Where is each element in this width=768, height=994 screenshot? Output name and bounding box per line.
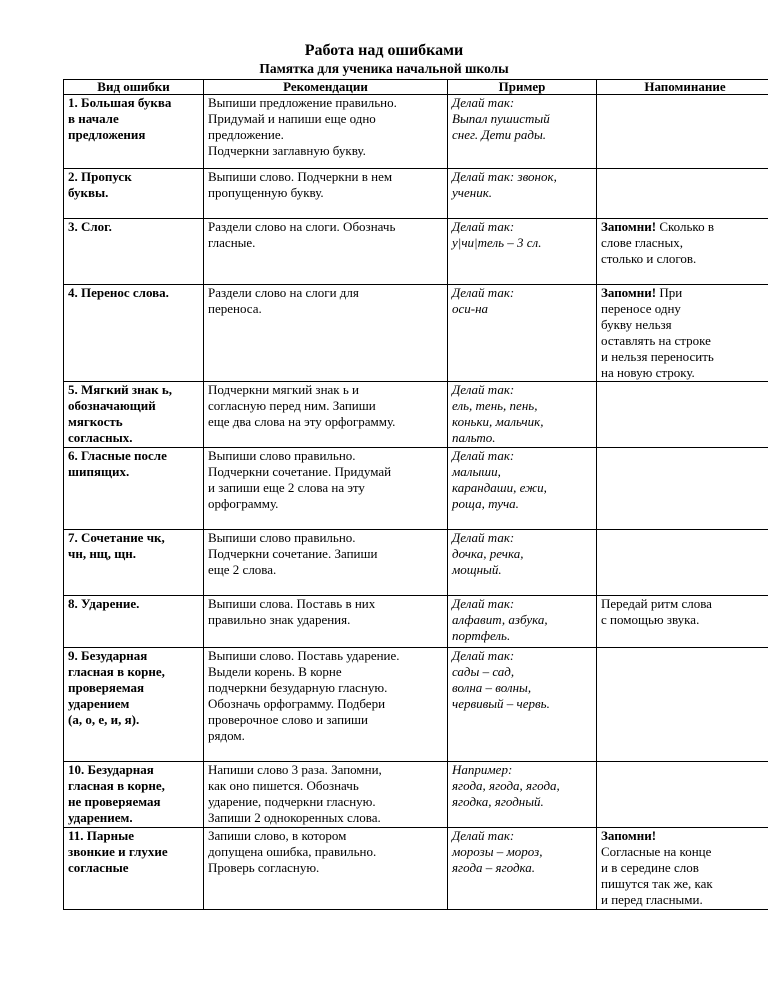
table-row xyxy=(64,530,768,596)
table-row xyxy=(64,382,768,448)
rec-line: Выпиши слово правильно. xyxy=(208,448,356,463)
kind-cell xyxy=(64,648,204,762)
rec-line: проверочное слово и запиши xyxy=(208,712,369,727)
recommendation-cell xyxy=(204,828,448,910)
note-line: с помощью звука. xyxy=(601,612,700,627)
kind-line: 7. Сочетание чк, xyxy=(68,530,165,545)
note-line: столько и слогов. xyxy=(601,251,697,266)
reminder-cell xyxy=(597,95,768,169)
header-example: Пример xyxy=(448,80,597,95)
ex-line: портфель. xyxy=(452,628,511,643)
kind-line: 11. Парные xyxy=(68,828,135,843)
ex-line: Делай так: xyxy=(452,596,515,611)
rec-line: Подчеркни мягкий знак ь и xyxy=(208,382,359,397)
reminder-cell xyxy=(597,285,768,382)
table-row xyxy=(64,95,768,169)
rec-line: Раздели слово на слоги. Обозначь xyxy=(208,219,396,234)
rec-line: гласные. xyxy=(208,235,256,250)
table-row xyxy=(64,169,768,219)
header-recommendation: Рекомендации xyxy=(204,80,448,95)
rec-line: подчеркни безударную гласную. xyxy=(208,680,388,695)
ex-line: снег. Дети рады. xyxy=(452,127,547,142)
kind-line: шипящих. xyxy=(68,464,130,479)
ex-line: малыши, xyxy=(452,464,501,479)
ex-line: ягода – ягодка. xyxy=(452,860,536,875)
kind-cell xyxy=(64,169,204,219)
ex-line: пальто. xyxy=(452,430,496,445)
ex-line: ягодка, ягодный. xyxy=(452,794,544,809)
kind-cell xyxy=(64,596,204,648)
reminder-cell xyxy=(597,762,768,828)
rec-line: переноса. xyxy=(208,301,262,316)
note-line xyxy=(601,285,768,301)
ex-line: Делай так: xyxy=(452,219,515,234)
kind-cell xyxy=(64,530,204,596)
rec-line: Подчеркни сочетание. Запиши xyxy=(208,546,378,561)
kind-cell xyxy=(64,448,204,530)
kind-line: буквы. xyxy=(68,185,109,200)
header-row xyxy=(64,80,768,95)
ex-line: карандаши, ежи, xyxy=(452,480,547,495)
kind-line: 9. Безударная xyxy=(68,648,148,663)
ex-line: у|чи|тель – 3 сл. xyxy=(452,235,542,250)
ex-line: Делай так: xyxy=(452,828,515,843)
rec-line: еще 2 слова. xyxy=(208,562,277,577)
example-cell xyxy=(448,530,597,596)
table-row xyxy=(64,596,768,648)
kind-cell xyxy=(64,285,204,382)
kind-line: 2. Пропуск xyxy=(68,169,132,184)
kind-line: 6. Гласные после xyxy=(68,448,167,463)
recommendation-cell xyxy=(204,762,448,828)
kind-line: чн, нщ, щн. xyxy=(68,546,137,561)
recommendation-cell xyxy=(204,169,448,219)
note-line: переносе одну xyxy=(601,301,681,316)
note-line: Передай ритм слова xyxy=(601,596,712,611)
ex-line: Например: xyxy=(452,762,513,777)
ex-line: коньки, мальчик, xyxy=(452,414,544,429)
kind-line: обозначающий xyxy=(68,398,156,413)
rec-line: как оно пишется. Обозначь xyxy=(208,778,359,793)
kind-line: проверяемая xyxy=(68,680,145,695)
rec-line: Выпиши предложение правильно. xyxy=(208,95,397,110)
reminder-cell xyxy=(597,530,768,596)
example-cell xyxy=(448,448,597,530)
ex-line: роща, туча. xyxy=(452,496,519,511)
kind-cell xyxy=(64,219,204,285)
recommendation-cell xyxy=(204,285,448,382)
rec-line: Выпиши слово правильно. xyxy=(208,530,356,545)
rec-line: Выпиши слово. Подчеркни в нем xyxy=(208,169,393,184)
note-line: букву нельзя xyxy=(601,317,672,332)
kind-line: 5. Мягкий знак ь, xyxy=(68,382,173,397)
reminder-cell xyxy=(597,169,768,219)
rec-line: Выпиши слово. Поставь ударение. xyxy=(208,648,400,663)
table-row xyxy=(64,828,768,910)
ex-line: Делай так: звонок, xyxy=(452,169,557,184)
kind-line: ударением. xyxy=(68,810,133,825)
rec-line: Подчеркни сочетание. Придумай xyxy=(208,464,392,479)
kind-line: предложения xyxy=(68,127,146,142)
kind-line: 8. Ударение. xyxy=(68,596,140,611)
kind-line: гласная в корне, xyxy=(68,664,165,679)
example-cell xyxy=(448,648,597,762)
rec-line: и запиши еще 2 слова на эту xyxy=(208,480,365,495)
recommendation-cell xyxy=(204,382,448,448)
reminder-cell xyxy=(597,448,768,530)
recommendation-cell xyxy=(204,95,448,169)
ex-line: Делай так: xyxy=(452,95,515,110)
ex-line: Делай так: xyxy=(452,448,515,463)
rec-line: согласную перед ним. Запиши xyxy=(208,398,376,413)
page-subtitle: Памятка для ученика начальной школы xyxy=(259,61,509,76)
ex-line: ель, тень, пень, xyxy=(452,398,538,413)
ex-line: Делай так: xyxy=(452,285,515,300)
note-emphasis: Запомни! xyxy=(601,219,657,234)
note-text: При xyxy=(659,285,683,300)
rec-line: правильно знак ударения. xyxy=(208,612,351,627)
reminder-cell xyxy=(597,382,768,448)
recommendation-cell xyxy=(204,448,448,530)
ex-line: сады – сад, xyxy=(452,664,515,679)
kind-line: согласных. xyxy=(68,430,133,445)
header-reminder: Напоминание xyxy=(597,80,768,95)
example-cell xyxy=(448,219,597,285)
rec-line: ударение, подчеркни гласную. xyxy=(208,794,376,809)
rec-line: Запиши 2 однокоренных слова. xyxy=(208,810,381,825)
kind-cell xyxy=(64,762,204,828)
rec-line: пропущенную букву. xyxy=(208,185,324,200)
rec-line: Раздели слово на слоги для xyxy=(208,285,359,300)
reminder-cell xyxy=(597,219,768,285)
table-row xyxy=(64,448,768,530)
example-cell xyxy=(448,285,597,382)
reminder-cell xyxy=(597,596,768,648)
example-cell xyxy=(448,382,597,448)
table-row xyxy=(64,648,768,762)
rec-line: Напиши слово 3 раза. Запомни, xyxy=(208,762,382,777)
note-line: слове гласных, xyxy=(601,235,683,250)
recommendation-cell xyxy=(204,596,448,648)
rec-line: Придумай и напиши еще одно xyxy=(208,111,376,126)
reminder-cell xyxy=(597,828,768,910)
ex-line: Выпал пушистый xyxy=(452,111,550,126)
recommendation-cell xyxy=(204,648,448,762)
note-line xyxy=(601,219,768,235)
rec-line: орфограмму. xyxy=(208,496,279,511)
kind-line: (а, о, е, и, я). xyxy=(68,712,140,727)
ex-line: Делай так: xyxy=(452,530,515,545)
note-emphasis: Запомни! xyxy=(601,285,657,300)
ex-line: ученик. xyxy=(452,185,493,200)
kind-line: гласная в корне, xyxy=(68,778,165,793)
rec-line: рядом. xyxy=(208,728,245,743)
reminder-cell xyxy=(597,648,768,762)
note-line: на новую строку. xyxy=(601,365,695,380)
ex-line: алфавит, азбука, xyxy=(452,612,548,627)
note-line: пишутся так же, как xyxy=(601,876,713,891)
example-cell xyxy=(448,828,597,910)
rec-line: Выпиши слова. Поставь в них xyxy=(208,596,376,611)
ex-line: волна – волны, xyxy=(452,680,532,695)
note-text: Сколько в xyxy=(659,219,714,234)
ex-line: Делай так: xyxy=(452,648,515,663)
kind-cell xyxy=(64,382,204,448)
note-emphasis: Запомни! xyxy=(601,828,657,843)
kind-line: мягкость xyxy=(68,414,123,429)
kind-line: 10. Безударная xyxy=(68,762,154,777)
ex-line: дочка, речка, xyxy=(452,546,524,561)
ex-line: оси-на xyxy=(452,301,489,316)
ex-line: мощный. xyxy=(452,562,502,577)
table-row xyxy=(64,762,768,828)
note-line xyxy=(601,828,768,844)
rec-line: Выдели корень. В корне xyxy=(208,664,342,679)
rec-line: допущена ошибка, правильно. xyxy=(208,844,377,859)
note-line: и нельзя переносить xyxy=(601,349,714,364)
ex-line: червивый – червь. xyxy=(452,696,550,711)
table-row xyxy=(64,285,768,382)
kind-line: 3. Слог. xyxy=(68,219,112,234)
rec-line: еще два слова на эту орфограмму. xyxy=(208,414,396,429)
kind-line: согласные xyxy=(68,860,129,875)
kind-line: звонкие и глухие xyxy=(68,844,168,859)
table-row xyxy=(64,219,768,285)
kind-line: ударением xyxy=(68,696,130,711)
kind-line: не проверяемая xyxy=(68,794,161,809)
example-cell xyxy=(448,596,597,648)
rec-line: Обозначь орфограмму. Подбери xyxy=(208,696,386,711)
kind-line: 4. Перенос слова. xyxy=(68,285,169,300)
note-line: и перед гласными. xyxy=(601,892,703,907)
ex-line: морозы – мороз, xyxy=(452,844,543,859)
kind-cell xyxy=(64,95,204,169)
ex-line: Делай так: xyxy=(452,382,515,397)
kind-cell xyxy=(64,828,204,910)
rec-line: Подчеркни заглавную букву. xyxy=(208,143,366,158)
note-line: оставлять на строке xyxy=(601,333,711,348)
note-line: и в середине слов xyxy=(601,860,699,875)
note-line: Согласные на конце xyxy=(601,844,712,859)
kind-line: 1. Большая буква xyxy=(68,95,172,110)
rec-line: Проверь согласную. xyxy=(208,860,320,875)
recommendation-cell xyxy=(204,219,448,285)
rec-line: предложение. xyxy=(208,127,284,142)
page-title: Работа над ошибками xyxy=(304,42,464,59)
rec-line: Запиши слово, в котором xyxy=(208,828,347,843)
recommendation-cell xyxy=(204,530,448,596)
header-kind: Вид ошибки xyxy=(64,80,204,95)
example-cell xyxy=(448,95,597,169)
example-cell xyxy=(448,169,597,219)
example-cell xyxy=(448,762,597,828)
ex-line: ягода, ягода, ягода, xyxy=(452,778,560,793)
errors-memo-table xyxy=(63,79,768,910)
kind-line: в начале xyxy=(68,111,119,126)
